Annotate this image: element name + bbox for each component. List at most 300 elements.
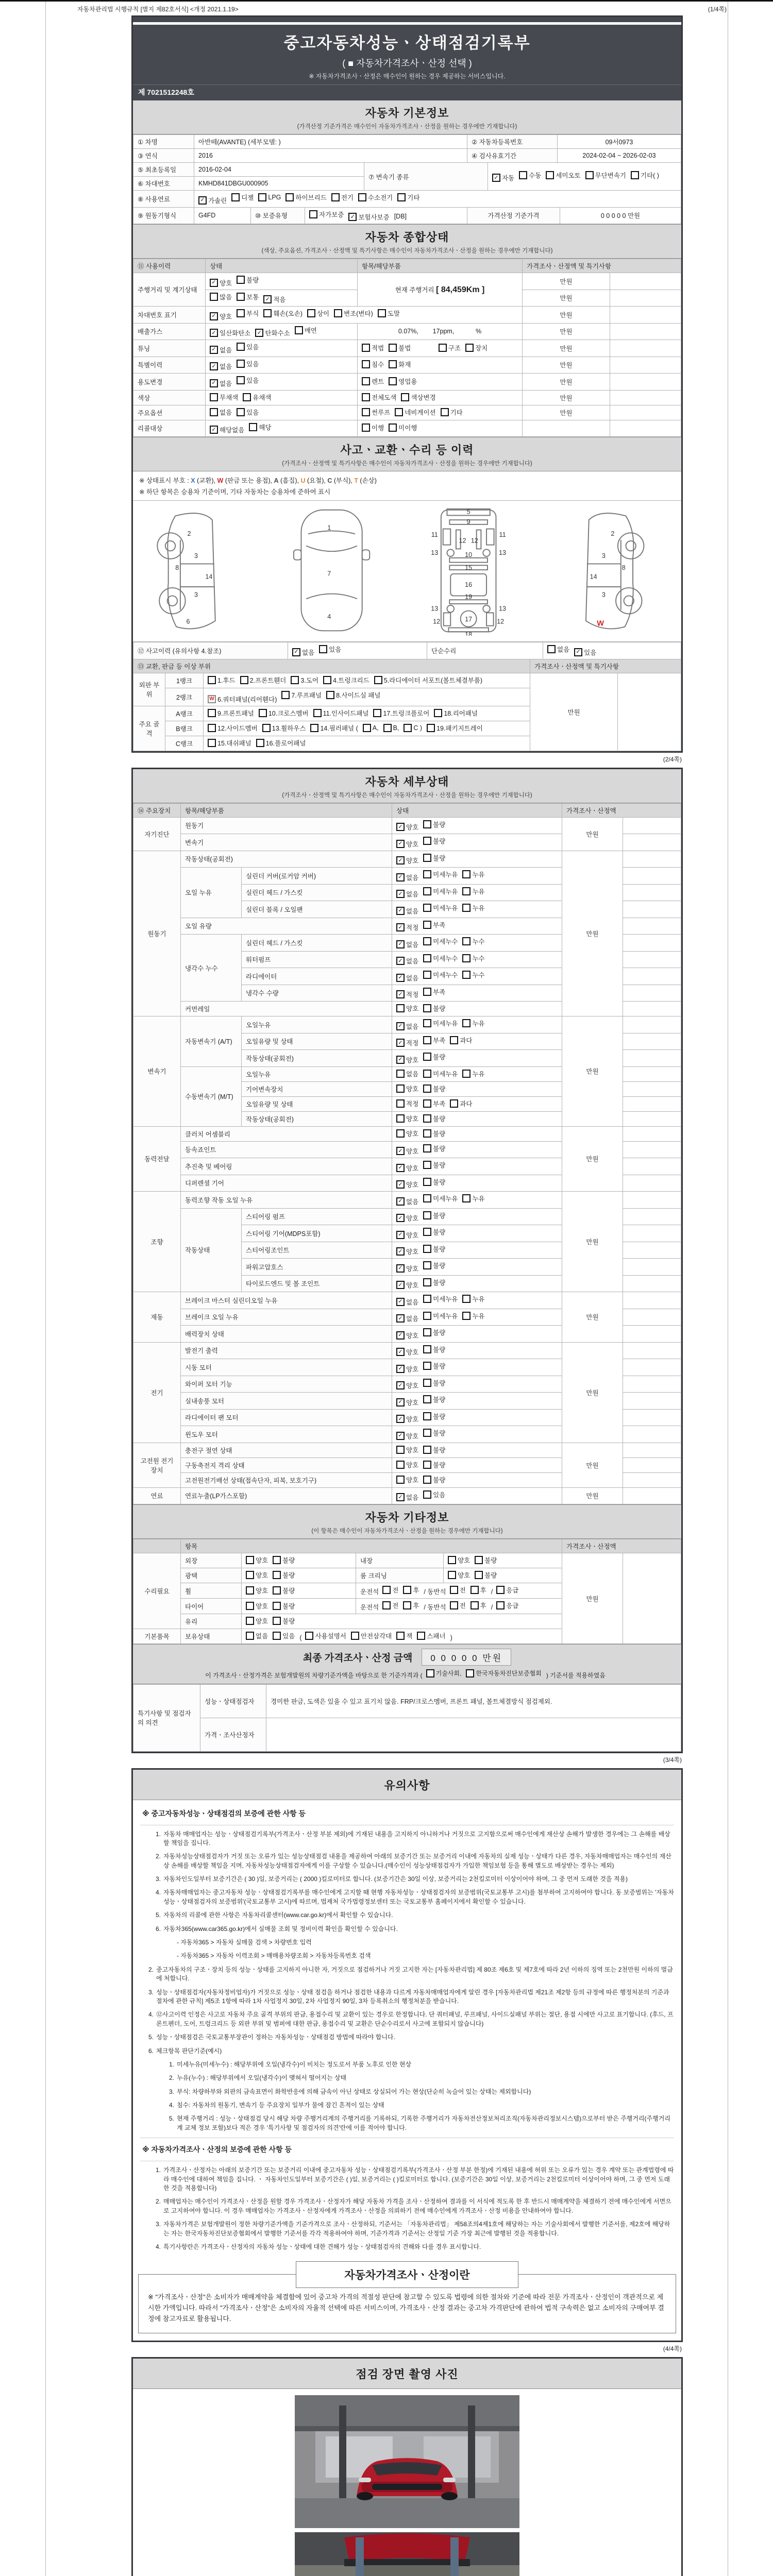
- checkbox-unchecked-icon[interactable]: [396, 1004, 405, 1012]
- checkbox-option[interactable]: [496, 1601, 518, 1610]
- checkbox-option[interactable]: [281, 690, 322, 700]
- checkbox-unchecked-icon[interactable]: [423, 1211, 431, 1219]
- checkbox-option[interactable]: [210, 345, 232, 354]
- checkbox-option[interactable]: [396, 1264, 418, 1273]
- checkbox-option[interactable]: [423, 836, 445, 845]
- checkbox-option[interactable]: [423, 1211, 445, 1220]
- checkbox-option[interactable]: [439, 343, 461, 352]
- checkbox-unchecked-icon[interactable]: [362, 360, 370, 368]
- checkbox-option[interactable]: [292, 648, 314, 657]
- checkbox-unchecked-icon[interactable]: [423, 1312, 431, 1320]
- checkbox-option[interactable]: [396, 1213, 418, 1223]
- checkbox-unchecked-icon[interactable]: [401, 393, 409, 401]
- checkbox-unchecked-icon[interactable]: [450, 1586, 458, 1594]
- checkbox-checked-icon[interactable]: [396, 1365, 405, 1373]
- checkbox-unchecked-icon[interactable]: [462, 887, 470, 895]
- checkbox-option[interactable]: [396, 889, 418, 899]
- checkbox-option[interactable]: [396, 1163, 418, 1173]
- checkbox-option[interactable]: [423, 1311, 458, 1320]
- checkbox-option[interactable]: [423, 920, 445, 929]
- checkbox-option[interactable]: [363, 724, 379, 732]
- checkbox-option[interactable]: [396, 1114, 418, 1123]
- checkbox-option[interactable]: [396, 1247, 418, 1256]
- checkbox-option[interactable]: [237, 292, 259, 301]
- checkbox-option[interactable]: [389, 377, 417, 386]
- checkbox-option[interactable]: [237, 309, 259, 318]
- checkbox-option[interactable]: [198, 196, 227, 205]
- checkbox-option[interactable]: [237, 408, 259, 417]
- checkbox-checked-icon[interactable]: [396, 1314, 405, 1323]
- checkbox-option[interactable]: [395, 408, 435, 417]
- checkbox-option[interactable]: [389, 360, 411, 369]
- checkbox-unchecked-icon[interactable]: [237, 360, 245, 368]
- checkbox-checked-icon[interactable]: [396, 1164, 405, 1172]
- checkbox-unchecked-icon[interactable]: [462, 1312, 470, 1320]
- checkbox-unchecked-icon[interactable]: [441, 408, 449, 416]
- checkbox-unchecked-icon[interactable]: [423, 1004, 431, 1012]
- checkbox-unchecked-icon[interactable]: [448, 1571, 456, 1579]
- checkbox-option[interactable]: [396, 1099, 418, 1108]
- checkbox-unchecked-icon[interactable]: [462, 870, 470, 878]
- checkbox-option[interactable]: [404, 724, 422, 732]
- checkbox-checked-icon[interactable]: [396, 1348, 405, 1356]
- checkbox-unchecked-icon[interactable]: [208, 709, 216, 717]
- checkbox-option[interactable]: [273, 1601, 295, 1611]
- checkbox-unchecked-icon[interactable]: [246, 1602, 254, 1610]
- checkbox-unchecked-icon[interactable]: [423, 1345, 431, 1353]
- checkbox-option[interactable]: [423, 1412, 445, 1421]
- checkbox-unchecked-icon[interactable]: [208, 676, 216, 684]
- checkbox-unchecked-icon[interactable]: [423, 904, 431, 912]
- checkbox-unchecked-icon[interactable]: [423, 1476, 431, 1484]
- checkbox-checked-icon[interactable]: [396, 1264, 405, 1273]
- checkbox-unchecked-icon[interactable]: [310, 724, 318, 732]
- checkbox-unchecked-icon[interactable]: [237, 343, 245, 351]
- checkbox-unchecked-icon[interactable]: [362, 408, 370, 416]
- checkbox-unchecked-icon[interactable]: [396, 1084, 405, 1093]
- checkbox-option[interactable]: [348, 212, 389, 222]
- checkbox-option[interactable]: [396, 940, 418, 949]
- checkbox-unchecked-icon[interactable]: [403, 1601, 411, 1609]
- checkbox-unchecked-icon[interactable]: [475, 1556, 483, 1564]
- checkbox-option[interactable]: [210, 328, 250, 337]
- checkbox-option[interactable]: [210, 425, 244, 434]
- checkbox-option[interactable]: [396, 923, 418, 932]
- checkbox-unchecked-icon[interactable]: [462, 971, 470, 979]
- checkbox-unchecked-icon[interactable]: [423, 1362, 431, 1370]
- checkbox-option[interactable]: [396, 973, 418, 982]
- checkbox-unchecked-icon[interactable]: [423, 1490, 431, 1499]
- checkbox-unchecked-icon[interactable]: [423, 1446, 431, 1454]
- checkbox-option[interactable]: [237, 275, 259, 284]
- checkbox-unchecked-icon[interactable]: [243, 393, 251, 401]
- checkbox-checked-icon[interactable]: [396, 1231, 405, 1239]
- checkbox-option[interactable]: [208, 675, 236, 685]
- checkbox-checked-icon[interactable]: [396, 840, 405, 848]
- checkbox-option[interactable]: [210, 362, 232, 371]
- checkbox-option[interactable]: [423, 853, 445, 862]
- checkbox-unchecked-icon[interactable]: [423, 988, 431, 996]
- checkbox-checked-icon[interactable]: [396, 940, 405, 948]
- checkbox-unchecked-icon[interactable]: [631, 171, 639, 179]
- checkbox-option[interactable]: [396, 1038, 418, 1047]
- checkbox-unchecked-icon[interactable]: [273, 1556, 281, 1564]
- checkbox-checked-icon[interactable]: [396, 1022, 405, 1030]
- checkbox-unchecked-icon[interactable]: [417, 1632, 425, 1640]
- checkbox-unchecked-icon[interactable]: [305, 1632, 313, 1640]
- checkbox-unchecked-icon[interactable]: [246, 1571, 254, 1579]
- checkbox-checked-icon[interactable]: [396, 1415, 405, 1423]
- checkbox-unchecked-icon[interactable]: [323, 676, 331, 684]
- checkbox-unchecked-icon[interactable]: [395, 408, 403, 416]
- checkbox-option[interactable]: [263, 309, 303, 318]
- checkbox-option[interactable]: [475, 1555, 497, 1565]
- checkbox-option[interactable]: [396, 1347, 418, 1357]
- checkbox-checked-icon[interactable]: [396, 990, 405, 998]
- checkbox-option[interactable]: [423, 1177, 445, 1187]
- checkbox-option[interactable]: [423, 1099, 445, 1108]
- checkbox-checked-icon[interactable]: [348, 213, 357, 221]
- checkbox-option[interactable]: [295, 326, 317, 335]
- checkbox-unchecked-icon[interactable]: [423, 1084, 431, 1093]
- checkbox-unchecked-icon[interactable]: [396, 1114, 405, 1123]
- checkbox-option[interactable]: [450, 1585, 466, 1595]
- checkbox-unchecked-icon[interactable]: [358, 193, 366, 201]
- checkbox-option[interactable]: [462, 1294, 484, 1303]
- checkbox-unchecked-icon[interactable]: [273, 1586, 281, 1595]
- checkbox-option[interactable]: [450, 1099, 472, 1108]
- checkbox-option[interactable]: [423, 1294, 458, 1303]
- checkbox-option[interactable]: [403, 1601, 419, 1610]
- checkbox-checked-icon[interactable]: [210, 362, 218, 370]
- checkbox-option[interactable]: [273, 1555, 295, 1565]
- checkbox-option[interactable]: [585, 171, 626, 180]
- checkbox-unchecked-icon[interactable]: [423, 1036, 431, 1044]
- checkbox-unchecked-icon[interactable]: [450, 1036, 458, 1044]
- checkbox-option[interactable]: [259, 708, 309, 718]
- checkbox-unchecked-icon[interactable]: [326, 691, 334, 699]
- checkbox-checked-icon[interactable]: [396, 1381, 405, 1389]
- checkbox-option[interactable]: [240, 675, 287, 685]
- checkbox-unchecked-icon[interactable]: [423, 837, 431, 845]
- checkbox-option[interactable]: [450, 1601, 466, 1610]
- checkbox-unchecked-icon[interactable]: [423, 870, 431, 878]
- checkbox-unchecked-icon[interactable]: [281, 691, 290, 699]
- checkbox-checked-icon[interactable]: [396, 1147, 405, 1155]
- checkbox-checked-icon[interactable]: [396, 823, 405, 831]
- checkbox-unchecked-icon[interactable]: [231, 193, 240, 201]
- checkbox-unchecked-icon[interactable]: [462, 1019, 470, 1027]
- checkbox-option[interactable]: [465, 343, 488, 352]
- checkbox-option[interactable]: [396, 1631, 412, 1640]
- checkbox-option[interactable]: [362, 377, 384, 386]
- checkbox-option[interactable]: [450, 1036, 472, 1045]
- checkbox-unchecked-icon[interactable]: [423, 954, 431, 962]
- checkbox-option[interactable]: [519, 171, 541, 180]
- checkbox-option[interactable]: [396, 1129, 418, 1138]
- checkbox-unchecked-icon[interactable]: [423, 887, 431, 895]
- checkbox-option[interactable]: [358, 193, 393, 202]
- checkbox-unchecked-icon[interactable]: [423, 1429, 431, 1437]
- checkbox-option[interactable]: [383, 724, 399, 732]
- checkbox-option[interactable]: [401, 393, 435, 402]
- checkbox-option[interactable]: [237, 342, 259, 351]
- checkbox-option[interactable]: [396, 856, 418, 865]
- checkbox-unchecked-icon[interactable]: [389, 360, 397, 368]
- checkbox-unchecked-icon[interactable]: [423, 1261, 431, 1269]
- checkbox-checked-icon[interactable]: [396, 957, 405, 965]
- checkbox-option[interactable]: [462, 887, 484, 896]
- checkbox-unchecked-icon[interactable]: [210, 293, 218, 301]
- checkbox-option[interactable]: [448, 1555, 470, 1565]
- checkbox-option[interactable]: [273, 1616, 295, 1625]
- checkbox-option[interactable]: [396, 1069, 418, 1078]
- checkbox-unchecked-icon[interactable]: [273, 1632, 281, 1640]
- checkbox-unchecked-icon[interactable]: [403, 1586, 411, 1594]
- checkbox-option[interactable]: [396, 1280, 418, 1290]
- checkbox-option[interactable]: [389, 343, 411, 352]
- checkbox-option[interactable]: [462, 870, 484, 879]
- checkbox-option[interactable]: [423, 1160, 445, 1170]
- checkbox-option[interactable]: [462, 1194, 484, 1203]
- checkbox-option[interactable]: [396, 906, 418, 916]
- checkbox-option[interactable]: [470, 1585, 486, 1595]
- checkbox-checked-icon[interactable]: [396, 1398, 405, 1406]
- checkbox-option[interactable]: [423, 1084, 445, 1093]
- checkbox-unchecked-icon[interactable]: [404, 724, 412, 732]
- checkbox-option[interactable]: [396, 1414, 418, 1423]
- checkbox-option[interactable]: [423, 1378, 445, 1387]
- checkbox-option[interactable]: [423, 1004, 445, 1013]
- checkbox-unchecked-icon[interactable]: [246, 1556, 254, 1564]
- checkbox-checked-icon[interactable]: [210, 426, 218, 434]
- checkbox-checked-icon[interactable]: [210, 329, 218, 337]
- checkbox-option[interactable]: [546, 171, 580, 180]
- checkbox-option[interactable]: [423, 1345, 445, 1354]
- checkbox-option[interactable]: [396, 990, 418, 999]
- checkbox-checked-icon[interactable]: [396, 1056, 405, 1064]
- checkbox-option[interactable]: [396, 1084, 418, 1093]
- checkbox-unchecked-icon[interactable]: [256, 739, 264, 747]
- checkbox-option[interactable]: [396, 1431, 418, 1440]
- checkbox-option[interactable]: [423, 1460, 445, 1469]
- checkbox-option[interactable]: [423, 1244, 445, 1253]
- checkbox-unchecked-icon[interactable]: [237, 293, 245, 301]
- checkbox-option[interactable]: [423, 1144, 445, 1153]
- checkbox-option[interactable]: [396, 1197, 418, 1206]
- checkbox-option[interactable]: [374, 675, 482, 685]
- checkbox-checked-icon[interactable]: [492, 174, 500, 182]
- checkbox-unchecked-icon[interactable]: [396, 1632, 405, 1640]
- checkbox-unchecked-icon[interactable]: [547, 645, 556, 653]
- checkbox-unchecked-icon[interactable]: [262, 724, 271, 732]
- checkbox-unchecked-icon[interactable]: [307, 309, 315, 317]
- checkbox-unchecked-icon[interactable]: [462, 1194, 470, 1202]
- checkbox-checked-icon[interactable]: [396, 1214, 405, 1222]
- checkbox-unchecked-icon[interactable]: [246, 1632, 254, 1640]
- checkbox-option[interactable]: [462, 1019, 484, 1028]
- checkbox-option[interactable]: [423, 1069, 458, 1078]
- checkbox-checked-icon[interactable]: [396, 1039, 405, 1047]
- checkbox-checked-icon[interactable]: [210, 312, 218, 320]
- checkbox-option[interactable]: [378, 309, 400, 318]
- checkbox-checked-icon[interactable]: [396, 856, 405, 865]
- checkbox-option[interactable]: [462, 954, 484, 963]
- checkbox-option[interactable]: [273, 1631, 295, 1640]
- checkbox-option[interactable]: [396, 1493, 418, 1502]
- checkbox-unchecked-icon[interactable]: [423, 1099, 431, 1108]
- checkbox-unchecked-icon[interactable]: [462, 954, 470, 962]
- checkbox-unchecked-icon[interactable]: [389, 344, 397, 352]
- checkbox-checked-icon[interactable]: [396, 1247, 405, 1256]
- checkbox-option[interactable]: [423, 1361, 445, 1370]
- checkbox-option[interactable]: [362, 423, 384, 432]
- checkbox-option[interactable]: [396, 839, 418, 849]
- checkbox-option[interactable]: [231, 193, 254, 202]
- checkbox-option[interactable]: [208, 694, 277, 704]
- checkbox-unchecked-icon[interactable]: [246, 1586, 254, 1595]
- checkbox-option[interactable]: [382, 1585, 398, 1595]
- checkbox-unchecked-icon[interactable]: [240, 676, 248, 684]
- checkbox-checked-icon[interactable]: [396, 1493, 405, 1501]
- checkbox-unchecked-icon[interactable]: [462, 904, 470, 912]
- checkbox-unchecked-icon[interactable]: [585, 171, 594, 179]
- checkbox-unchecked-icon[interactable]: [423, 1178, 431, 1186]
- checkbox-option[interactable]: [310, 723, 358, 733]
- checkbox-option[interactable]: [462, 1069, 484, 1078]
- checkbox-option[interactable]: [210, 292, 232, 301]
- checkbox-unchecked-icon[interactable]: [423, 1328, 431, 1336]
- checkbox-unchecked-icon[interactable]: [423, 854, 431, 862]
- checkbox-unchecked-icon[interactable]: [450, 1099, 458, 1108]
- checkbox-option[interactable]: [423, 1194, 458, 1203]
- checkbox-option[interactable]: [396, 1445, 418, 1454]
- checkbox-option[interactable]: [423, 870, 458, 879]
- checkbox-unchecked-icon[interactable]: [423, 1194, 431, 1202]
- checkbox-option[interactable]: [423, 937, 458, 946]
- checkbox-unchecked-icon[interactable]: [351, 1632, 359, 1640]
- checkbox-unchecked-icon[interactable]: [448, 1556, 456, 1564]
- checkbox-unchecked-icon[interactable]: [423, 1161, 431, 1169]
- checkbox-unchecked-icon[interactable]: [237, 408, 245, 416]
- checkbox-option[interactable]: [396, 1331, 418, 1340]
- checkbox-unchecked-icon[interactable]: [423, 820, 431, 828]
- checkbox-checked-icon[interactable]: [396, 1197, 405, 1206]
- checkbox-unchecked-icon[interactable]: [423, 1129, 431, 1138]
- checkbox-unchecked-icon[interactable]: [291, 676, 299, 684]
- checkbox-option[interactable]: [434, 708, 478, 718]
- checkbox-unchecked-icon[interactable]: [475, 1571, 483, 1579]
- checkbox-unchecked-icon[interactable]: [273, 1617, 281, 1625]
- checkbox-option[interactable]: [417, 1631, 445, 1640]
- checkbox-checked-icon[interactable]: [396, 923, 405, 931]
- checkbox-option[interactable]: [423, 1261, 445, 1270]
- checkbox-unchecked-icon[interactable]: [237, 376, 245, 384]
- checkbox-option[interactable]: [396, 873, 418, 882]
- checkbox-option[interactable]: [396, 1314, 418, 1323]
- checkbox-unchecked-icon[interactable]: [396, 1461, 405, 1469]
- checkbox-option[interactable]: [210, 408, 232, 417]
- checkbox-unchecked-icon[interactable]: [313, 709, 322, 717]
- checkbox-unchecked-icon[interactable]: [389, 377, 397, 385]
- checkbox-unchecked-icon[interactable]: [470, 1586, 479, 1594]
- checkbox-unchecked-icon[interactable]: [423, 921, 431, 929]
- checkbox-unchecked-icon[interactable]: [397, 193, 406, 201]
- checkbox-checked-icon[interactable]: [210, 279, 218, 287]
- checkbox-option[interactable]: [492, 173, 514, 182]
- checkbox-option[interactable]: [246, 1601, 268, 1611]
- checkbox-unchecked-icon[interactable]: [396, 1476, 405, 1484]
- checkbox-unchecked-icon[interactable]: [470, 1601, 479, 1609]
- checkbox-unchecked-icon[interactable]: [462, 1070, 470, 1078]
- checkbox-unchecked-icon[interactable]: [374, 676, 382, 684]
- checkbox-option[interactable]: [423, 1114, 445, 1123]
- checkbox-option[interactable]: [423, 1475, 445, 1484]
- checkbox-checked-icon[interactable]: [574, 648, 582, 656]
- checkbox-option[interactable]: [466, 1669, 542, 1677]
- checkbox-checked-icon[interactable]: [198, 196, 207, 205]
- checkbox-unchecked-icon[interactable]: [295, 326, 303, 334]
- checkbox-option[interactable]: [331, 193, 354, 202]
- checkbox-checked-icon[interactable]: [292, 648, 300, 656]
- checkbox-unchecked-icon[interactable]: [208, 724, 216, 732]
- checkbox-checked-icon[interactable]: [396, 1180, 405, 1189]
- checkbox-unchecked-icon[interactable]: [546, 171, 554, 179]
- checkbox-option[interactable]: [362, 360, 384, 369]
- checkbox-option[interactable]: [246, 1570, 268, 1580]
- checkbox-option[interactable]: [470, 1601, 486, 1610]
- checkbox-option[interactable]: [448, 1570, 470, 1580]
- checkbox-option[interactable]: [255, 328, 290, 337]
- checkbox-option[interactable]: [237, 376, 259, 385]
- checkbox-unchecked-icon[interactable]: [258, 193, 266, 201]
- checkbox-option[interactable]: [423, 987, 445, 996]
- checkbox-option[interactable]: [423, 1490, 445, 1499]
- checkbox-option[interactable]: [208, 738, 251, 748]
- checkbox-option[interactable]: [396, 1398, 418, 1407]
- checkbox-option[interactable]: [396, 1460, 418, 1469]
- checkbox-unchecked-icon[interactable]: [396, 1446, 405, 1454]
- checkbox-option[interactable]: [246, 1631, 268, 1640]
- checkbox-unchecked-icon[interactable]: [362, 393, 370, 401]
- checkbox-unchecked-icon[interactable]: [362, 377, 370, 385]
- checkbox-option[interactable]: [323, 675, 369, 685]
- checkbox-option[interactable]: [441, 408, 463, 417]
- checkbox-checked-icon[interactable]: [255, 329, 263, 337]
- checkbox-unchecked-icon[interactable]: [423, 1070, 431, 1078]
- checkbox-checked-icon[interactable]: [396, 974, 405, 982]
- checkbox-unchecked-icon[interactable]: [423, 1295, 431, 1303]
- checkbox-unchecked-icon[interactable]: [423, 1245, 431, 1253]
- checkbox-option[interactable]: [246, 1616, 268, 1625]
- checkbox-option[interactable]: [462, 1311, 484, 1320]
- checkbox-unchecked-icon[interactable]: [462, 1295, 470, 1303]
- checkbox-option[interactable]: [423, 903, 458, 912]
- checkbox-unchecked-icon[interactable]: [273, 1602, 281, 1610]
- checkbox-option[interactable]: [396, 1022, 418, 1031]
- checkbox-checked-icon[interactable]: [396, 1298, 405, 1306]
- checkbox-unchecked-icon[interactable]: [396, 1129, 405, 1138]
- checkbox-option[interactable]: [362, 408, 390, 417]
- checkbox-unchecked-icon[interactable]: [237, 309, 245, 317]
- checkbox-option[interactable]: [423, 1129, 445, 1138]
- checkbox-unchecked-icon[interactable]: [285, 193, 294, 201]
- checkbox-option[interactable]: [396, 1004, 418, 1013]
- checkbox-option[interactable]: [396, 1055, 418, 1064]
- checkbox-unchecked-icon[interactable]: [331, 193, 340, 201]
- checkbox-checked-icon[interactable]: [263, 295, 272, 303]
- checkbox-checked-icon[interactable]: [396, 890, 405, 898]
